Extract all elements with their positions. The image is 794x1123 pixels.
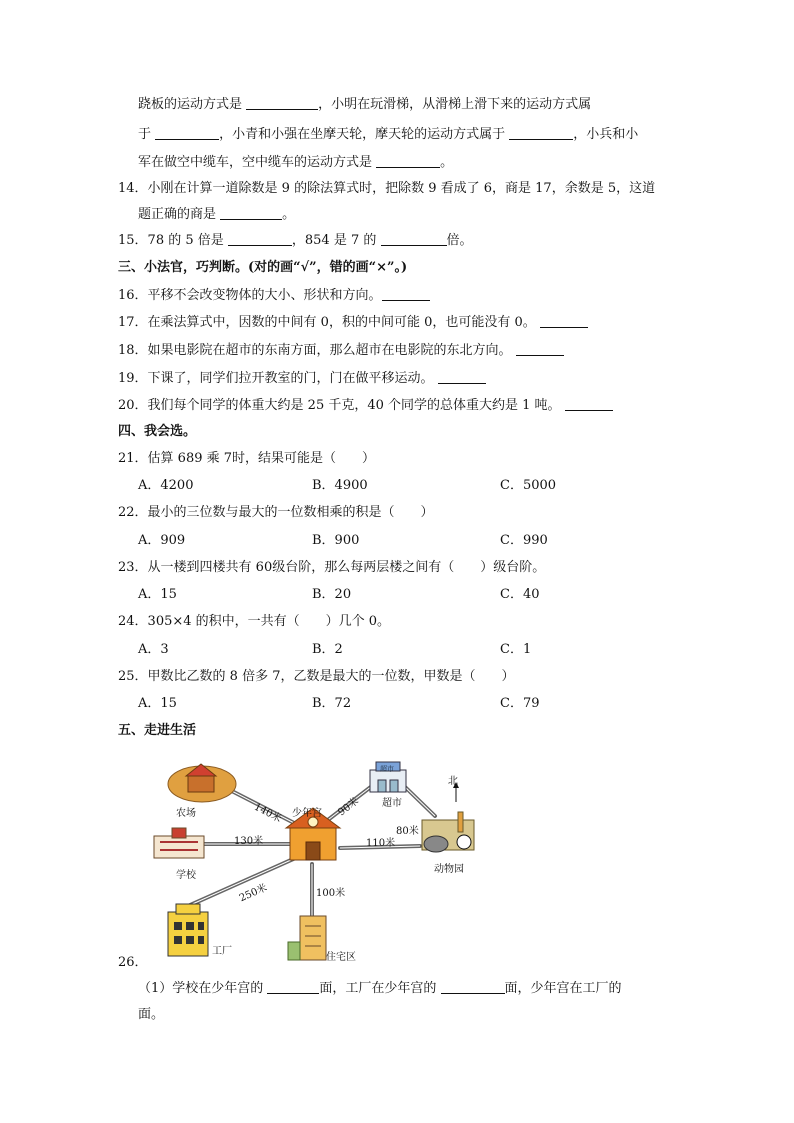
section-3-title: 三、小法官，巧判断。(对的画“√”，错的画“×”。) — [118, 260, 408, 275]
answer-blank[interactable] — [376, 154, 440, 168]
distance-factory: 250米 — [237, 882, 269, 905]
q17-line — [118, 314, 588, 332]
q19-line — [118, 370, 486, 388]
q20-text: 20．我们每个同学的体重大约是 25 千克，40 个同学的总体重大约是 1 吨。 — [118, 398, 565, 413]
q17-text: 17．在乘法算式中，因数的中间有 0，积的中间可能 0，也可能没有 0。 — [118, 315, 540, 330]
q21-option-a[interactable]: A．4200 — [138, 478, 194, 493]
q16-line — [118, 287, 430, 305]
farm-icon — [168, 764, 236, 802]
q19-text: 19．下课了，同学们拉开教室的门，门在做平移运动。 — [118, 371, 438, 386]
school-label: 学校 — [176, 870, 196, 881]
q24-text: 24．305×4 的积中，一共有（ ）几个 0。 — [118, 614, 391, 629]
q22-text: 22．最小的三位数与最大的一位数相乘的积是（ ） — [118, 505, 434, 520]
q26-text: 面，工厂在少年宫的 — [319, 981, 441, 996]
school-icon — [154, 828, 204, 858]
factory-icon — [168, 904, 208, 956]
answer-blank[interactable] — [509, 126, 573, 140]
q13-line2 — [138, 126, 638, 144]
section-4-title: 四、我会选。 — [118, 424, 197, 439]
distance-market-zoo: 80米 — [396, 826, 419, 837]
answer-blank[interactable] — [228, 232, 292, 246]
q22-option-c[interactable]: C．990 — [500, 533, 548, 548]
distance-farm: 140米 — [252, 801, 284, 825]
q25-option-b[interactable]: B．72 — [312, 696, 352, 711]
distance-residential: 100米 — [316, 888, 346, 899]
q13-line1 — [138, 96, 591, 114]
youth-palace-label: 少年宫 — [292, 808, 322, 819]
q15-text: ，854 是 7 的 — [291, 233, 381, 248]
residential-label: 住宅区 — [326, 952, 356, 963]
q14-text: 题正确的商是 — [138, 207, 221, 222]
answer-blank[interactable] — [155, 126, 219, 140]
q21-option-c[interactable]: C．5000 — [500, 478, 557, 493]
q13-line3 — [138, 154, 453, 172]
q16-text: 16．平移不会改变物体的大小、形状和方向。 — [118, 288, 382, 303]
answer-blank[interactable] — [438, 370, 486, 384]
q15-text: 倍。 — [446, 233, 473, 248]
zoo-label: 动物园 — [434, 864, 464, 875]
zoo-icon — [422, 812, 474, 852]
q13-text: ，小兵和小 — [573, 127, 639, 142]
q26-number: 26． — [118, 955, 148, 970]
answer-blank[interactable] — [246, 96, 318, 110]
q21-text: 21．估算 689 乘 7时，结果可能是（ ） — [118, 451, 376, 466]
q14-line2 — [138, 206, 295, 224]
q26-text: 面，少年宫在工厂的 — [504, 981, 622, 996]
q13-text: 军在做空中缆车，空中缆车的运动方式是 — [138, 155, 377, 170]
q22-option-b[interactable]: B．900 — [312, 533, 360, 548]
q13-text: ，小青和小强在坐摩天轮，摩天轮的运动方式属于 — [219, 127, 510, 142]
q26-part1-line — [138, 980, 622, 998]
distance-market: 90米 — [336, 795, 361, 819]
q15-text: 15．78 的 5 倍是 — [118, 233, 228, 248]
q13-text: 跷板的运动方式是 — [138, 97, 247, 112]
q13-text: 。 — [440, 155, 454, 170]
answer-blank[interactable] — [220, 206, 282, 220]
distance-zoo: 110米 — [366, 838, 396, 849]
q25-option-a[interactable]: A．15 — [138, 696, 177, 711]
factory-label: 工厂 — [212, 946, 232, 957]
q20-line — [118, 397, 613, 415]
q14-text: 。 — [282, 207, 296, 222]
q23-text: 23．从一楼到四楼共有 60级台阶，那么每两层楼之间有（ ）级台阶。 — [118, 560, 546, 575]
q14-line1: 14．小刚在计算一道除数是 9 的除法算式时，把除数 9 看成了 6，商是 17，余数是 5，这道 — [118, 181, 656, 196]
q13-text: ，小明在玩滑梯，从滑梯上滑下来的运动方式属 — [318, 97, 592, 112]
answer-blank[interactable] — [382, 287, 430, 301]
q18-line — [118, 342, 564, 360]
answer-blank[interactable] — [267, 980, 319, 994]
q23-option-a[interactable]: A．15 — [138, 587, 177, 602]
section-5-title: 五、走进生活 — [118, 723, 197, 738]
answer-blank[interactable] — [441, 980, 505, 994]
q13-text: 于 — [138, 127, 156, 142]
q24-option-a[interactable]: A．3 — [138, 642, 169, 657]
q15-line — [118, 232, 473, 250]
market-sign: 超市 — [380, 765, 394, 773]
location-map — [140, 756, 500, 966]
distance-school: 130米 — [234, 836, 264, 847]
q24-option-b[interactable]: B．2 — [312, 642, 343, 657]
q24-option-c[interactable]: C．1 — [500, 642, 532, 657]
answer-blank[interactable] — [565, 397, 613, 411]
q25-option-c[interactable]: C．79 — [500, 696, 540, 711]
q23-option-b[interactable]: B．20 — [312, 587, 352, 602]
north-label: 北 — [448, 776, 458, 787]
q26-text: （1）学校在少年宫的 — [138, 981, 268, 996]
answer-blank[interactable] — [540, 314, 588, 328]
q18-text: 18．如果电影院在超市的东南方面，那么超市在电影院的东北方向。 — [118, 343, 516, 358]
residential-icon — [288, 916, 326, 960]
answer-blank[interactable] — [381, 232, 447, 246]
market-label: 超市 — [382, 798, 402, 809]
q23-option-c[interactable]: C．40 — [500, 587, 540, 602]
q22-option-a[interactable]: A．909 — [138, 533, 186, 548]
q26-part1-line2: 面。 — [138, 1007, 165, 1022]
q25-text: 25．甲数比乙数的 8 倍多 7，乙数是最大的一位数，甲数是（ ） — [118, 669, 515, 684]
q21-option-b[interactable]: B．4900 — [312, 478, 368, 493]
farm-label: 农场 — [176, 808, 196, 819]
answer-blank[interactable] — [516, 342, 564, 356]
